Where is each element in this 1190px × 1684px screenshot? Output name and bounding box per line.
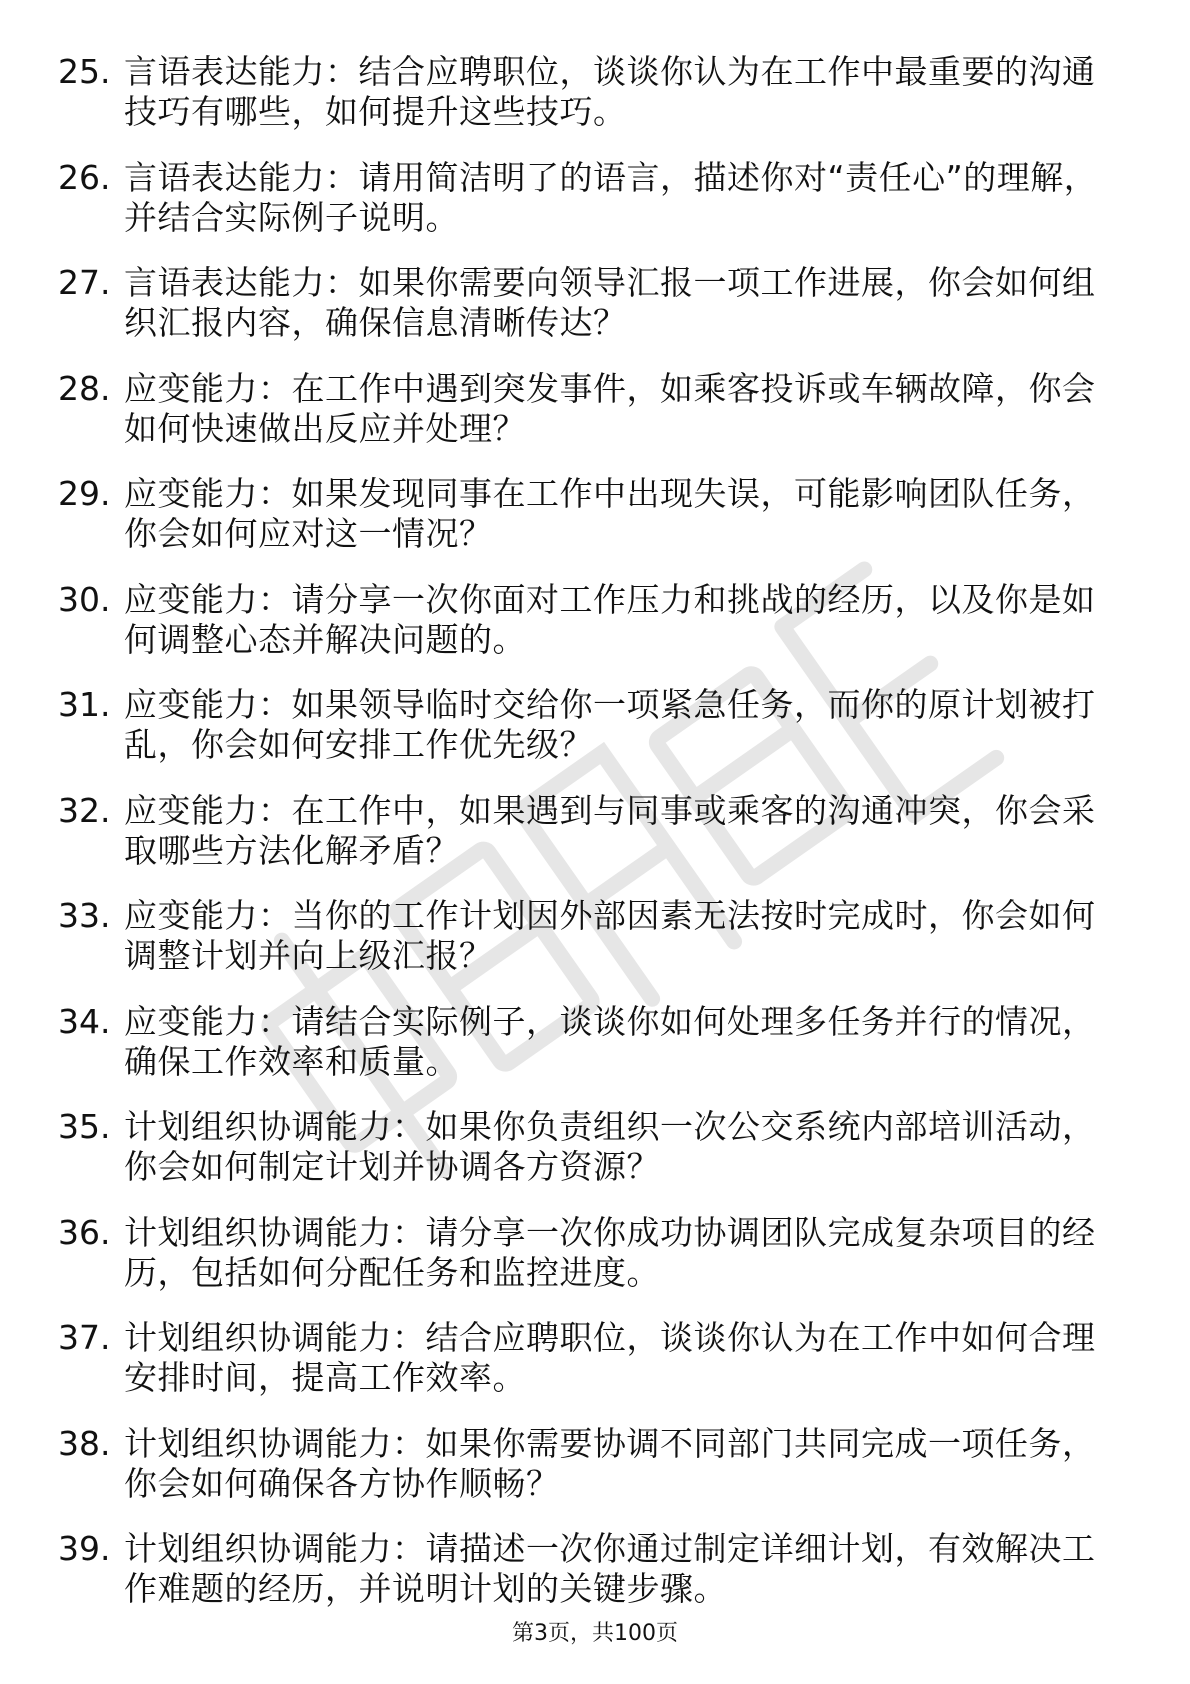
question-number: 27. <box>58 263 111 302</box>
question-text: 计划组织协调能力：结合应聘职位，谈谈你认为在工作中如何合理安排时间，提高工作效率。 <box>124 1318 1096 1397</box>
question-item <box>58 158 1118 238</box>
question-item <box>58 896 1118 976</box>
question-number: 35. <box>58 1107 111 1146</box>
question-item <box>58 1529 1118 1609</box>
question-number: 30. <box>58 579 111 619</box>
question-number: 29. <box>58 474 111 513</box>
question-text: 计划组织协调能力：如果你需要协调不同部门共同完成一项任务，你会如何确保各方协作顺畅？ <box>124 1423 1096 1503</box>
question-item <box>58 685 1118 765</box>
page-footer <box>0 1620 1190 1648</box>
question-text: 应变能力：当你的工作计划因外部因素无法按时完成时，你会如何调整计划并向上级汇报？ <box>124 896 1096 975</box>
question-number: 25. <box>58 52 111 91</box>
question-text: 计划组织协调能力：如果你负责组织一次公交系统内部培训活动，你会如何制定计划并协调各方资源？ <box>124 1107 1096 1186</box>
question-text: 应变能力：在工作中遇到突发事件，如乘客投诉或车辆故障，你会如何快速做出反应并处理？ <box>124 368 1096 448</box>
question-list <box>58 52 1118 1635</box>
question-text: 言语表达能力：结合应聘职位，谈谈你认为在工作中最重要的沟通技巧有哪些，如何提升这些技巧。 <box>124 52 1096 131</box>
question-item <box>58 474 1118 554</box>
question-item <box>58 1002 1118 1082</box>
question-number: 26. <box>58 157 111 197</box>
question-text: 言语表达能力：请用简洁明了的语言，描述你对“责任心”的理解，并结合实际例子说明。 <box>124 157 1098 237</box>
question-item <box>58 1107 1118 1187</box>
question-text: 应变能力：请结合实际例子，谈谈你如何处理多任务并行的情况，确保工作效率和质量。 <box>124 1001 1096 1081</box>
question-item <box>58 1424 1118 1504</box>
question-text: 应变能力：在工作中，如果遇到与同事或乘客的沟通冲突，你会采取哪些方法化解矛盾？ <box>124 790 1096 870</box>
question-item <box>58 580 1118 660</box>
question-number: 31. <box>58 685 111 724</box>
question-text: 应变能力：如果领导临时交给你一项紧急任务，而你的原计划被打乱，你会如何安排工作优先级？ <box>124 685 1096 764</box>
question-item <box>58 369 1118 449</box>
question-item <box>58 263 1118 343</box>
question-number: 28. <box>58 368 111 408</box>
page-indicator: 第3页，共100页 <box>512 1621 678 1646</box>
question-item <box>58 1213 1118 1293</box>
question-text: 计划组织协调能力：请分享一次你成功协调团队完成复杂项目的经历，包括如何分配任务和监控进度。 <box>124 1212 1096 1292</box>
question-item <box>58 1318 1118 1398</box>
question-number: 37. <box>58 1318 111 1357</box>
question-item <box>58 52 1118 132</box>
question-text: 计划组织协调能力：请描述一次你通过制定详细计划，有效解决工作难题的经历，并说明计划的关键步骤。 <box>124 1529 1096 1608</box>
question-item <box>58 791 1118 871</box>
question-number: 36. <box>58 1212 111 1252</box>
question-text: 应变能力：请分享一次你面对工作压力和挑战的经历，以及你是如何调整心态并解决问题的。 <box>124 579 1096 659</box>
question-text: 言语表达能力：如果你需要向领导汇报一项工作进展，你会如何组织汇报内容，确保信息清晰传达？ <box>124 263 1096 342</box>
question-number: 33. <box>58 896 111 935</box>
question-number: 39. <box>58 1529 111 1568</box>
question-number: 32. <box>58 790 111 830</box>
question-text: 应变能力：如果发现同事在工作中出现失误，可能影响团队任务，你会如何应对这一情况？ <box>124 474 1096 553</box>
question-number: 34. <box>58 1001 111 1041</box>
question-number: 38. <box>58 1423 111 1463</box>
